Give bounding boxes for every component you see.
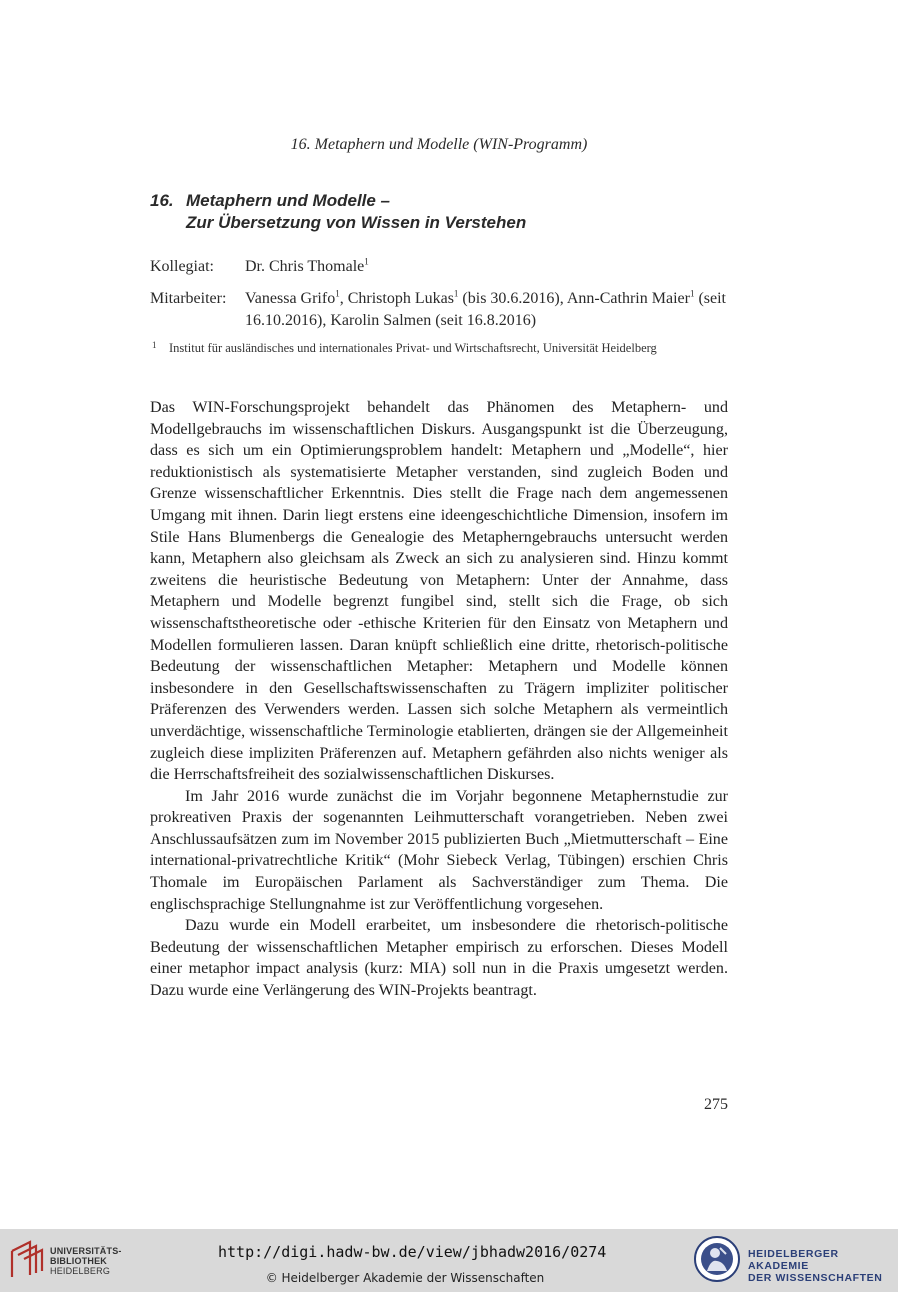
university-library-logo-icon: [8, 1237, 48, 1279]
paragraph-3: Dazu wurde ein Modell erarbeitet, um insbesondere die rhetorisch-politische Bedeutung der wissenschaftlichen Metapher empirisch zu erforschen. Dieses Modell einer metaphor impact analysis (kurz: MIA) soll nun in die Praxis umgesetzt werden. Dazu wurde eine Verlängerung des WIN-Projekts beantragt.: [150, 917, 728, 1000]
copyright-notice: © Heidelberger Akademie der Wissenschaften: [265, 1271, 545, 1285]
chapter-title-line1: Metaphern und Modelle –: [186, 191, 391, 210]
footer-bar: [0, 1229, 898, 1292]
chapter-number: 16.: [150, 191, 174, 210]
page-number: 275: [704, 1096, 728, 1113]
chapter-title: [150, 190, 750, 234]
paragraph-2: Im Jahr 2016 wurde zunächst die im Vorjahr begonnene Metaphernstudie zur prokreativen Praxis der sogenannten Leihmutterschaft vorangetrieben. Neben zwei Anschlussaufsätzen zum im November 2015 publizierten Buch „Mietmutterschaft – Eine international-privatrechtliche Kritik“ (Mohr Siebeck Verlag, Tübingen) erschien Chris Thomale im Europäischen Parlament als Sachverständiger zum Thema. Die englischsprachige Stellungnahme ist zur Veröffentlichung vorgesehen.: [150, 787, 728, 913]
body-text: [150, 397, 728, 1002]
academy-seal-icon: [693, 1235, 741, 1283]
university-library-name: UNIVERSITÄTS- BIBLIOTHEK HEIDELBERG: [50, 1246, 122, 1276]
mitarbeiter-names: Vanessa Grifo$^1$, Christoph Lukas$^1$ (bis 30.6.2016), Ann-Cathrin Maier$^1$ (seit 16.10.2016), Karolin Salmen (seit 16.8.2016): [245, 288, 726, 329]
academy-name: HEIDELBERGER AKADEMIE DER WISSENSCHAFTEN: [748, 1248, 883, 1284]
permalink-url[interactable]: http://digi.hadw-bw.de/view/jbhadw2016/0274: [218, 1243, 607, 1261]
running-head: 16. Metaphern und Modelle (WIN-Programm): [290, 136, 588, 153]
chapter-title-line2: Zur Übersetzung von Wissen in Verstehen: [186, 213, 527, 232]
footnote-mark: 1: [152, 340, 157, 350]
footnote-text: Institut für ausländisches und internationales Privat- und Wirtschaftsrecht, Universität Heidelberg: [169, 341, 657, 355]
kollegiat-row: [150, 256, 730, 278]
paragraph-1: Das WIN-Forschungsprojekt behandelt das Phänomen des Metaphern- und Modellgebrauchs im wissenschaftlichen Diskurs. Ausgangspunkt ist die Überzeugung, dass es sich um ein Optimierungsproblem handelt: Metaphern und „Modelle“, hier reduktionistisch als systematisierte Metapher verstanden, sind zugleich Boden und Grenze wissenschaftlicher Erkenntnis. Dies stellt die Frage nach dem angemessenen Umgang mit ihnen. Darin liegt erstens eine ideengeschichtliche Dimension, insofern im Stile Hans Blumenbergs die Genealogie des Metapherngebrauchs untersucht werden kann, Metaphern also gleichsam als Zweck an sich zu analysieren sind. Hinzu kommt zweitens die heuristische Bedeutung von Metaphern: Unter der Annahme, dass Metaphern und Modelle begrenzt fungibel sind, stellt sich die Frage, ob sich wissenschaftstheoretische oder -ethische Kriterien für den Einsatz von Metaphern und Modellen formulieren lassen. Daran knüpft schließlich eine dritte, rhetorisch-politische Bedeutung der wissenschaftlichen Metapher: Metaphern und Modelle können insbesondere in den Gesellschaftswissenschaften zu Trägern impliziter politischer Präferenzen des Verwenders werden. Lassen sich solche Metaphern als vermeintlich unverdächtige, wissenschaftliche Terminologie etablierten, drängen sie der Allgemeinheit zugleich diese impliziten Präferenzen auf. Metaphern gefährden also nichts weniger als die Herrschaftsfreiheit des sozialwissenschaftlichen Diskurses.: [150, 399, 728, 784]
kollegiat-label: Kollegiat:: [150, 258, 214, 275]
footnote: [150, 340, 728, 356]
kollegiat-name: Dr. Chris Thomale$^1$: [245, 256, 369, 275]
mitarbeiter-label: Mitarbeiter:: [150, 290, 227, 307]
mitarbeiter-row: [150, 288, 730, 332]
